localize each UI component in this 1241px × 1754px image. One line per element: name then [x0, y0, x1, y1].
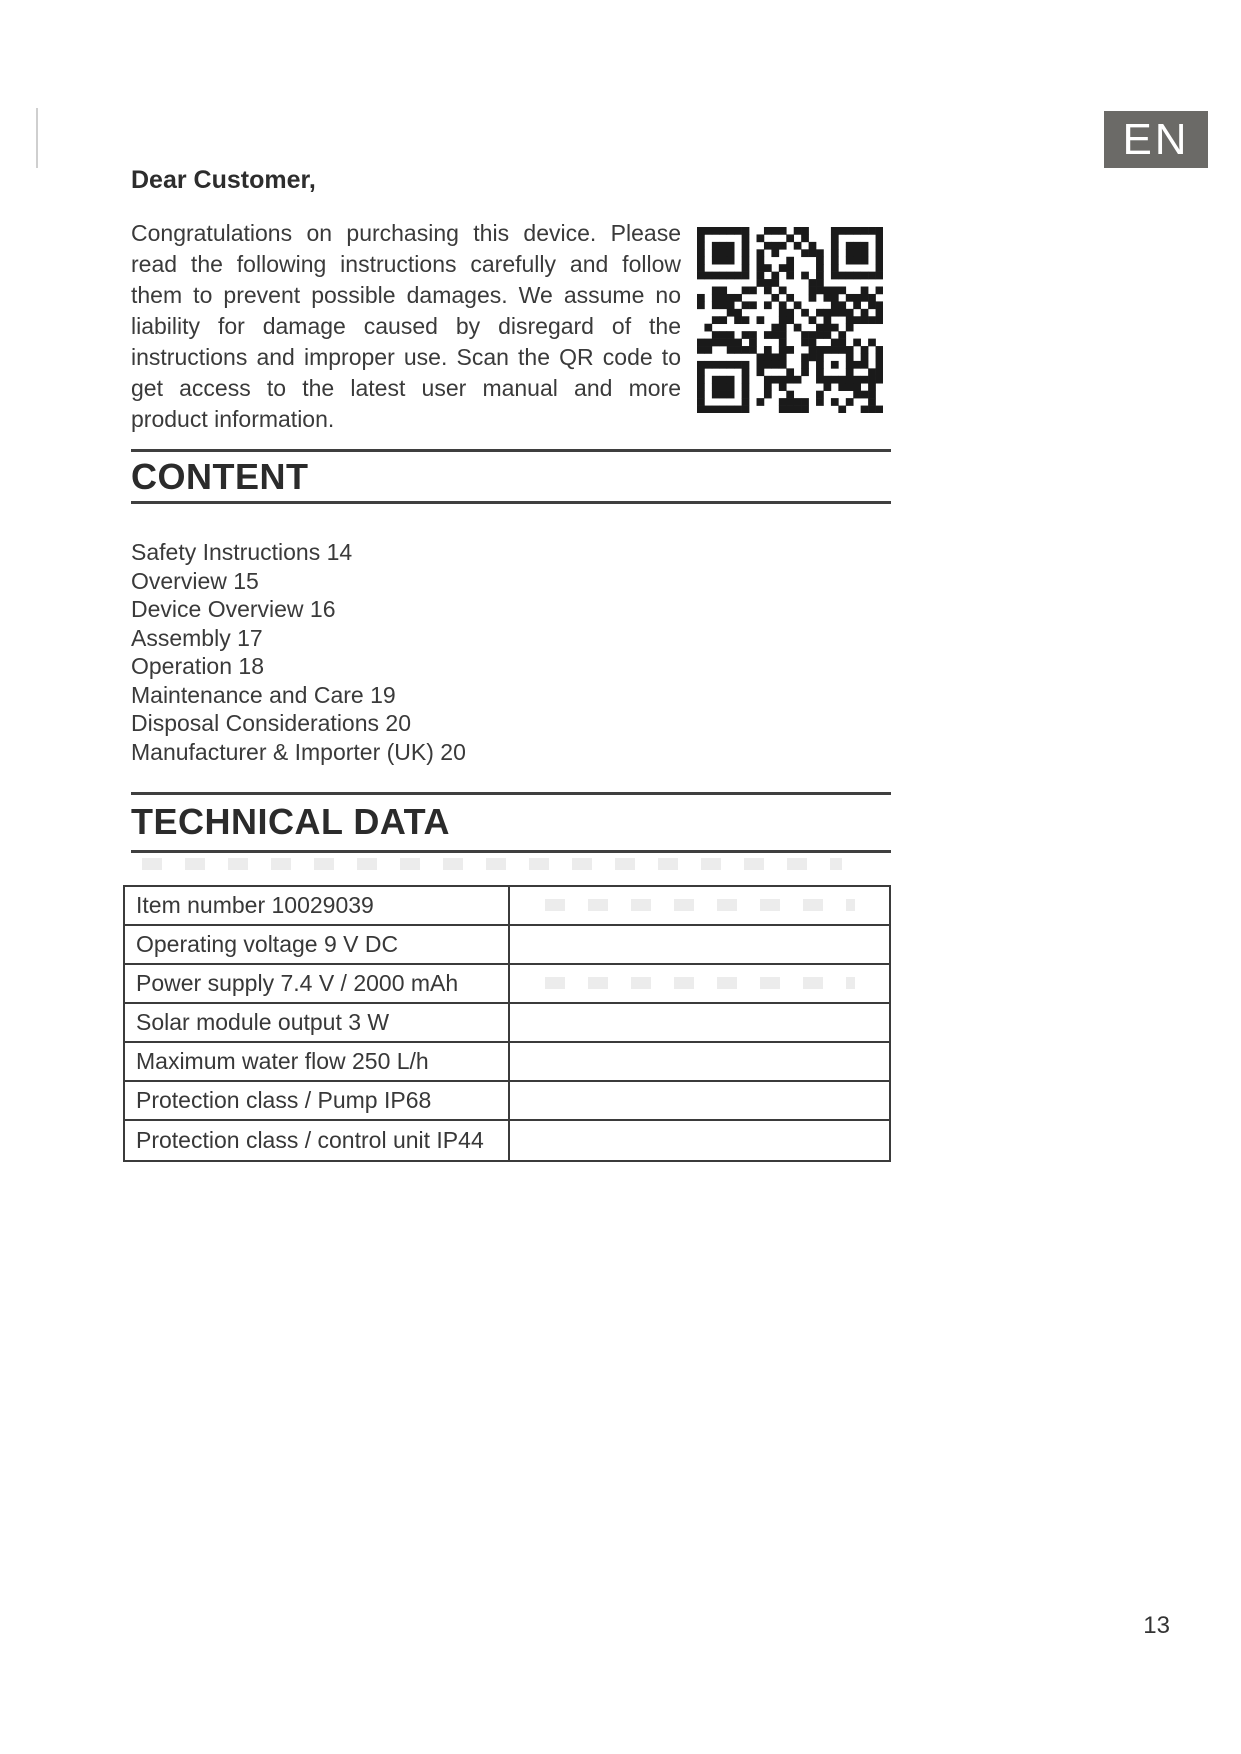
section-divider	[131, 850, 891, 853]
language-badge: EN	[1104, 111, 1208, 168]
table-row	[125, 1043, 889, 1082]
technical-data-section-title: TECHNICAL DATA	[131, 801, 450, 842]
page-number: 13	[1143, 1612, 1170, 1639]
technical-data-table	[123, 885, 891, 1162]
spec-value-cell	[510, 1121, 889, 1160]
spec-label-cell: Power supply 7.4 V / 2000 mAh	[125, 965, 510, 1002]
content-item: Overview 15	[131, 567, 259, 594]
scan-artifact	[545, 899, 855, 911]
spec-label-cell: Protection class / Pump IP68	[125, 1082, 510, 1119]
scan-artifact	[545, 977, 855, 989]
salutation-heading: Dear Customer,	[131, 166, 316, 194]
section-divider	[131, 501, 891, 504]
content-item: Disposal Considerations 20	[131, 710, 411, 736]
scan-artifact	[142, 858, 842, 870]
section-divider	[131, 792, 891, 795]
section-divider	[131, 449, 891, 452]
spec-label-cell: Item number 10029039	[125, 887, 510, 924]
content-item: Manufacturer & Importer (UK) 20	[131, 738, 466, 765]
table-row	[125, 1082, 889, 1121]
qr-code-image	[697, 227, 883, 413]
left-margin-mark	[36, 108, 38, 168]
spec-value-cell	[510, 1004, 889, 1041]
table-row	[125, 926, 889, 965]
intro-paragraph: Congratulations on purchasing this device. Please read the following instructions carefully and follow them to prevent possible damages. We assume no liability for damage caused by disregard of the instructions and improper use. Scan the QR code to get access to the latest user manual and more product information.	[131, 220, 681, 432]
content-item: Device Overview 16	[131, 596, 336, 622]
content-item: Safety Instructions 14	[131, 539, 353, 565]
table-row	[125, 1004, 889, 1043]
content-section-title: CONTENT	[131, 456, 309, 497]
spec-value-cell	[510, 926, 889, 963]
spec-label-cell: Operating voltage 9 V DC	[125, 926, 510, 963]
content-list	[131, 538, 466, 766]
content-item: Maintenance and Care 19	[131, 681, 396, 708]
spec-label-cell: Solar module output 3 W	[125, 1004, 510, 1041]
spec-value-cell	[510, 1082, 889, 1119]
table-row	[125, 1121, 889, 1160]
content-item: Assembly 17	[131, 624, 263, 651]
spec-value-cell	[510, 1043, 889, 1080]
content-item: Operation 18	[131, 653, 264, 679]
spec-label-cell: Maximum water flow 250 L/h	[125, 1043, 510, 1080]
spec-label-cell: Protection class / control unit IP44	[125, 1121, 510, 1160]
